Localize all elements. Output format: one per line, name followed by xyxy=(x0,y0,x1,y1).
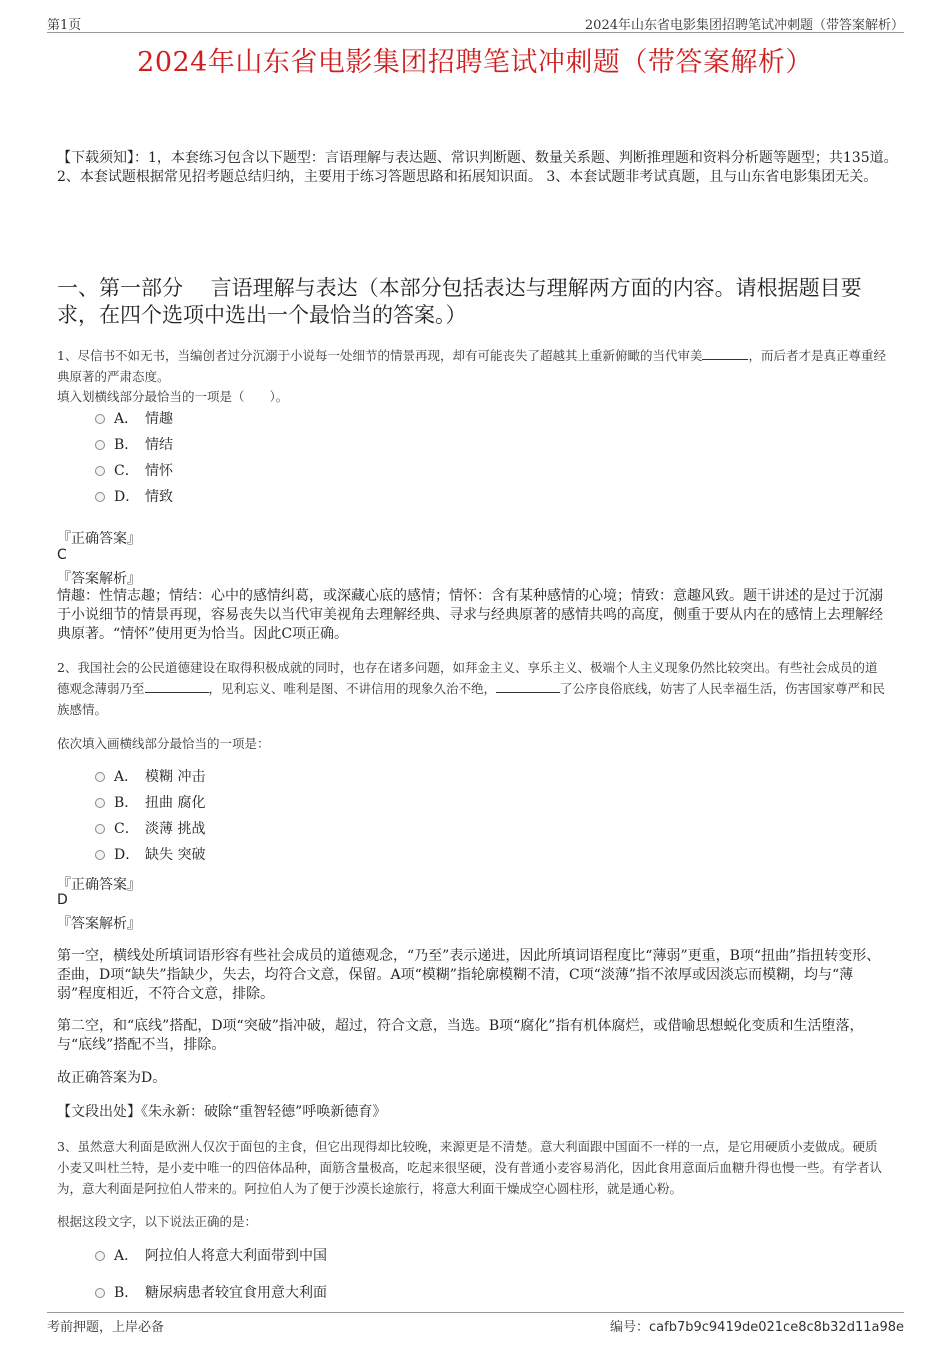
q1-option-a[interactable]: A． 情趣 xyxy=(95,409,173,429)
q2-analysis-paragraph-1: 第一空，横线处所填词语形容有些社会成员的道德观念，“乃至”表示递进，因此所填词语程度比“薄弱”更重，B项“扭曲”指扭转变形、歪曲，D项“缺失”指缺少，失去，均符合文意，保留。A项“模糊”指轮廓模糊不清，C项“淡薄”指不浓厚或因淡忘而模糊，均与“薄弱”程度相近，不符合文意，排除。 xyxy=(57,948,881,1002)
page-header xyxy=(47,14,904,33)
q3-option-a[interactable]: A． 阿拉伯人将意大利面带到中国 xyxy=(95,1246,327,1266)
footer-slogan: 考前押题，上岸必备 xyxy=(47,1320,165,1335)
q2-answer-label: 『正确答案』 xyxy=(57,877,141,893)
q2-analysis-label: 『答案解析』 xyxy=(57,916,141,932)
radio-icon[interactable] xyxy=(95,1288,105,1298)
question-2-stem: 2、我国社会的公民道德建设在取得积极成就的同时，也存在诸多问题，如拜金主义、享乐主义、极端个人主义现象仍然比较突出。有些社会成员的道德观念薄弱乃至 ，见利忘义、唯利是图、不讲信用的现象久治不绝， 了公序良俗底线，妨害了人民幸福生活，伤害国家尊严和民族感情。 xyxy=(57,660,886,717)
q1-option-d[interactable]: D． 情致 xyxy=(95,487,173,507)
q1-answer: C xyxy=(57,547,67,563)
answer-blank xyxy=(702,347,748,360)
radio-icon[interactable] xyxy=(95,798,105,808)
page-number: 第1页 xyxy=(47,18,82,33)
answer-blank xyxy=(496,680,560,693)
radio-icon[interactable] xyxy=(95,440,105,450)
q2-analysis-paragraph-3: 故正确答案为D。 xyxy=(57,1070,167,1086)
section-heading: 一、第一部分 言语理解与表达（本部分包括表达与理解两方面的内容。请根据题目要求，在四个选项中选出一个最恰当的答案。） xyxy=(57,276,862,327)
question-3-stem: 3、虽然意大利面是欧洲人仅次于面包的主食，但它出现得却比较晚，来源更是不清楚。意大利面跟中国面不一样的一点，是它用硬质小麦做成。硬质小麦又叫杜兰特，是小麦中唯一的四倍体品种，面筋含量极高，吃起来很坚硬，没有普通小麦容易消化，因此食用意面后血糖升得也慢一些。有学者认为，意大利面是阿拉伯人带来的。阿拉伯人为了便于沙漠长途旅行，将意大利面干燥成空心圆柱形，就是通心粉。 xyxy=(57,1139,883,1196)
document-code: cafb7b9c9419de021ce8c8b32d11a98e xyxy=(649,1320,904,1335)
radio-icon[interactable] xyxy=(95,466,105,476)
q2-analysis-paragraph-2: 第二空，和“底线”搭配，D项“突破”指冲破，超过，符合文意，当选。B项“腐化”指有机体腐烂，或借喻思想蜕化变质和生活堕落，与“底线”搭配不当，排除。 xyxy=(57,1018,864,1053)
q1-analysis-label: 『答案解析』 xyxy=(57,571,141,587)
question-3-instruction: 根据这段文字，以下说法正确的是： xyxy=(57,1214,258,1229)
q3-option-b[interactable]: B． 糖尿病患者较宜食用意大利面 xyxy=(95,1283,327,1303)
radio-icon[interactable] xyxy=(95,824,105,834)
question-1-instruction: 填入划横线部分最恰当的一项是（ ）。 xyxy=(57,389,289,404)
q1-option-b[interactable]: B． 情结 xyxy=(95,435,173,455)
q1-analysis: 情趣：性情志趣；情结：心中的感情纠葛，或深藏心底的感情；情怀：含有某种感情的心境；情致：意趣风致。题干讲述的是过于沉溺于小说细节的情景再现，容易丧失以当代审美视角去理解经典、寻求与经典原著的感情共鸣的高度，侧重于要从内在的感情上去理解经典原著。“情怀”使用更为恰当。因此C项正确。 xyxy=(57,588,883,642)
document-title: 2024年山东省电影集团招聘笔试冲刺题（带答案解析） xyxy=(137,47,813,78)
q2-source: 【文段出处】《朱永新：破除“重智轻德”呼唤新德育》 xyxy=(57,1104,387,1120)
answer-blank xyxy=(145,680,209,693)
q2-option-a[interactable]: A． 模糊 冲击 xyxy=(95,767,205,787)
radio-icon[interactable] xyxy=(95,492,105,502)
header-doc-title: 2024年山东省电影集团招聘笔试冲刺题（带答案解析） xyxy=(584,18,904,33)
radio-icon[interactable] xyxy=(95,850,105,860)
radio-icon[interactable] xyxy=(95,414,105,424)
download-notice: 【下载须知】：1，本套练习包含以下题型：言语理解与表达题、常识判断题、数量关系题、判断推理题和资料分析题等题型；共135道。 2、本套试题根据常见招考题总结归纳，主要用于练习答题思路和拓展知识面。 3、本套试题非考试真题，且与山东省电影集团无关。 xyxy=(57,150,898,185)
question-2-instruction: 依次填入画横线部分最恰当的一项是： xyxy=(57,736,270,751)
radio-icon[interactable] xyxy=(95,772,105,782)
footer-code: 编号：cafb7b9c9419de021ce8c8b32d11a98e xyxy=(610,1320,904,1335)
page-footer xyxy=(47,1312,904,1335)
q2-option-d[interactable]: D． 缺失 突破 xyxy=(95,845,205,865)
q2-option-b[interactable]: B． 扭曲 腐化 xyxy=(95,793,205,813)
radio-icon[interactable] xyxy=(95,1251,105,1261)
q1-answer-label: 『正确答案』 xyxy=(57,531,141,547)
q2-answer: D xyxy=(57,892,68,908)
q2-option-c[interactable]: C． 淡薄 挑战 xyxy=(95,819,205,839)
question-1-stem: 1、尽信书不如无书，当编创者过分沉溺于小说每一处细节的情景再现，却有可能丧失了超越其上重新俯瞰的当代审美 ，而后者才是真正尊重经典原著的严肃态度。 xyxy=(57,348,886,384)
q1-option-c[interactable]: C． 情怀 xyxy=(95,461,173,481)
